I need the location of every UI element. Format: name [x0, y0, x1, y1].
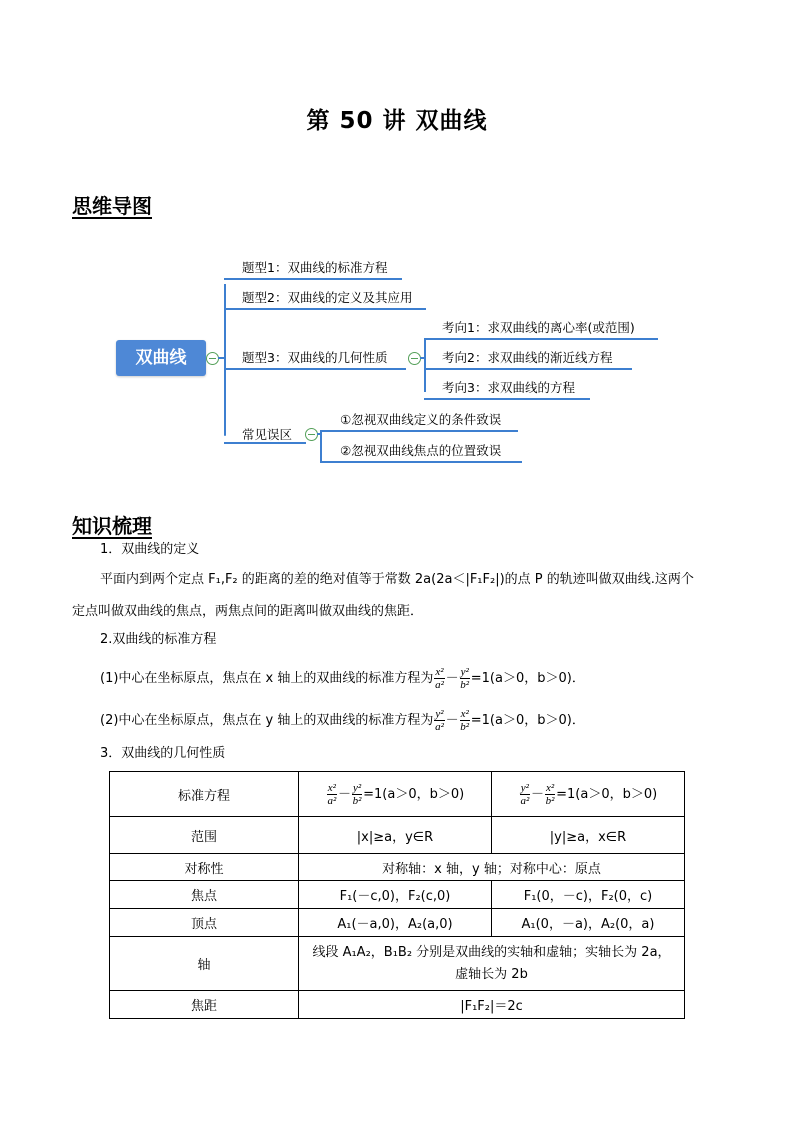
page-title: 第 50 讲 双曲线: [306, 108, 488, 134]
cell-focal-distance: |F₁F₂|＝2c: [299, 991, 685, 1019]
cell-axis: 线段 A₁A₂，B₁B₂ 分别是双曲线的实轴和虚轴；实轴长为 2a， 虚轴长为 2b: [299, 937, 685, 991]
row-label-focal-distance: 焦距: [110, 991, 299, 1019]
definition-line-1: 平面内到两个定点 F₁,F₂ 的距离的差的绝对值等于常数 2a(2a＜|F₁F₂|)的点 P 的轨迹叫做双曲线.这两个: [100, 572, 694, 587]
equation-x-axis: (1)中心在坐标原点，焦点在 x 轴上的双曲线的标准方程为 $\frac{\text{x²}}{\text{a²}}$ － $\frac{\text{y²}}{\text{b²}}$ =1(a＞0，b＞0)．: [100, 666, 585, 691]
mindmap-node-mistake2[interactable]: ②忽视双曲线焦点的位置致误: [340, 443, 502, 458]
mindmap-node-type2[interactable]: 题型2：双曲线的定义及其应用: [242, 290, 413, 305]
mindmap-node-mistakes[interactable]: 常见误区: [242, 427, 293, 442]
section-mindmap-heading: 思维导图: [72, 194, 152, 218]
table-row: [110, 772, 685, 817]
mindmap-node-type1[interactable]: 题型1：双曲线的标准方程: [242, 260, 388, 275]
cell-range-y: |y|≥a，x∈R: [491, 817, 684, 854]
mindmap-node-type3[interactable]: 题型3：双曲线的几何性质: [242, 350, 388, 365]
cell-vertex-y: A₁(0，－a)，A₂(0，a): [491, 909, 684, 937]
heading-standard-equation: 2.双曲线的标准方程: [100, 632, 217, 647]
heading-geometric-properties: 3．双曲线的几何性质: [100, 746, 226, 761]
row-label-axis: 轴: [110, 937, 299, 991]
cell-standard-x: $\frac{\text{x²}}{\text{a²}}$ － $\frac{\text{y²}}{\text{b²}}$ =1(a＞0，b＞0): [299, 772, 492, 817]
cell-focus-y: F₁(0，－c)，F₂(0，c): [491, 881, 684, 909]
cell-focus-x: F₁(－c,0)，F₂(c,0): [299, 881, 492, 909]
properties-table: [109, 771, 685, 1019]
mindmap-node-direction3[interactable]: 考向3：求双曲线的方程: [442, 380, 575, 395]
section-knowledge-heading: 知识梳理: [72, 514, 152, 538]
row-label-focus: 焦点: [110, 881, 299, 909]
row-label-standard: 标准方程: [110, 772, 299, 817]
heading-definition: 1．双曲线的定义: [100, 542, 200, 557]
cell-range-x: |x|≥a，y∈R: [299, 817, 492, 854]
mindmap-node-direction2[interactable]: 考向2：求双曲线的渐近线方程: [442, 350, 613, 365]
table-row: [110, 991, 685, 1019]
cell-symmetry: 对称轴：x 轴，y 轴；对称中心：原点: [299, 854, 685, 881]
equation-y-axis: (2)中心在坐标原点，焦点在 y 轴上的双曲线的标准方程为 $\frac{\text{y²}}{\text{a²}}$ － $\frac{\text{x²}}{\text{b²}}$ =1(a＞0，b＞0)．: [100, 708, 585, 733]
row-label-symmetry: 对称性: [110, 854, 299, 881]
table-row: [110, 854, 685, 881]
mindmap-node-direction1[interactable]: 考向1：求双曲线的离心率(或范围): [442, 320, 635, 335]
definition-line-2: 定点叫做双曲线的焦点，两焦点间的距离叫做双曲线的焦距．: [72, 604, 424, 619]
table-row: [110, 817, 685, 854]
mindmap-node-mistake1[interactable]: ①忽视双曲线定义的条件致误: [340, 412, 502, 427]
table-row: [110, 937, 685, 991]
mindmap-root-node[interactable]: 双曲线: [116, 340, 206, 376]
table-row: [110, 909, 685, 937]
cell-vertex-x: A₁(－a,0)，A₂(a,0): [299, 909, 492, 937]
table-row: [110, 881, 685, 909]
row-label-range: 范围: [110, 817, 299, 854]
row-label-vertex: 顶点: [110, 909, 299, 937]
cell-standard-y: $\frac{\text{y²}}{\text{a²}}$ － $\frac{\text{x²}}{\text{b²}}$ =1(a＞0，b＞0): [491, 772, 684, 817]
